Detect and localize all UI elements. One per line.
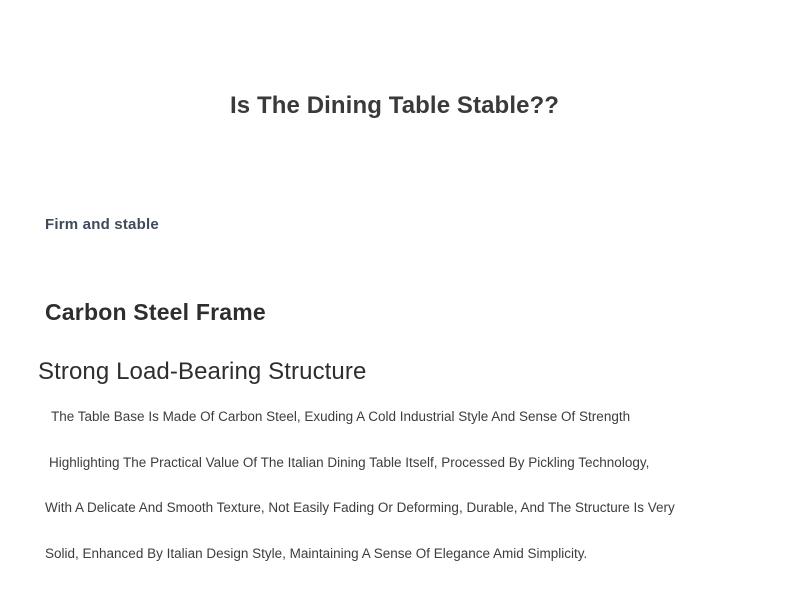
subheading-carbon-steel-frame: Carbon Steel Frame	[45, 299, 266, 326]
page-title: Is The Dining Table Stable??	[230, 92, 560, 120]
body-line: With A Delicate And Smooth Texture, Not Easily Fading Or Deforming, Durable, And The Structure Is Very	[45, 500, 675, 515]
subheading-load-bearing-structure: Strong Load-Bearing Structure	[38, 358, 367, 385]
section-eyebrow-label: Firm and stable	[45, 216, 159, 233]
body-paragraph	[45, 410, 745, 592]
body-line: Highlighting The Practical Value Of The Italian Dining Table Itself, Processed By Pickling Technology,	[49, 454, 650, 470]
body-line: Solid, Enhanced By Italian Design Style, Maintaining A Sense Of Elegance Amid Simplicity.	[45, 545, 588, 561]
body-line: The Table Base Is Made Of Carbon Steel, Exuding A Cold Industrial Style And Sense Of Strength	[51, 409, 631, 424]
